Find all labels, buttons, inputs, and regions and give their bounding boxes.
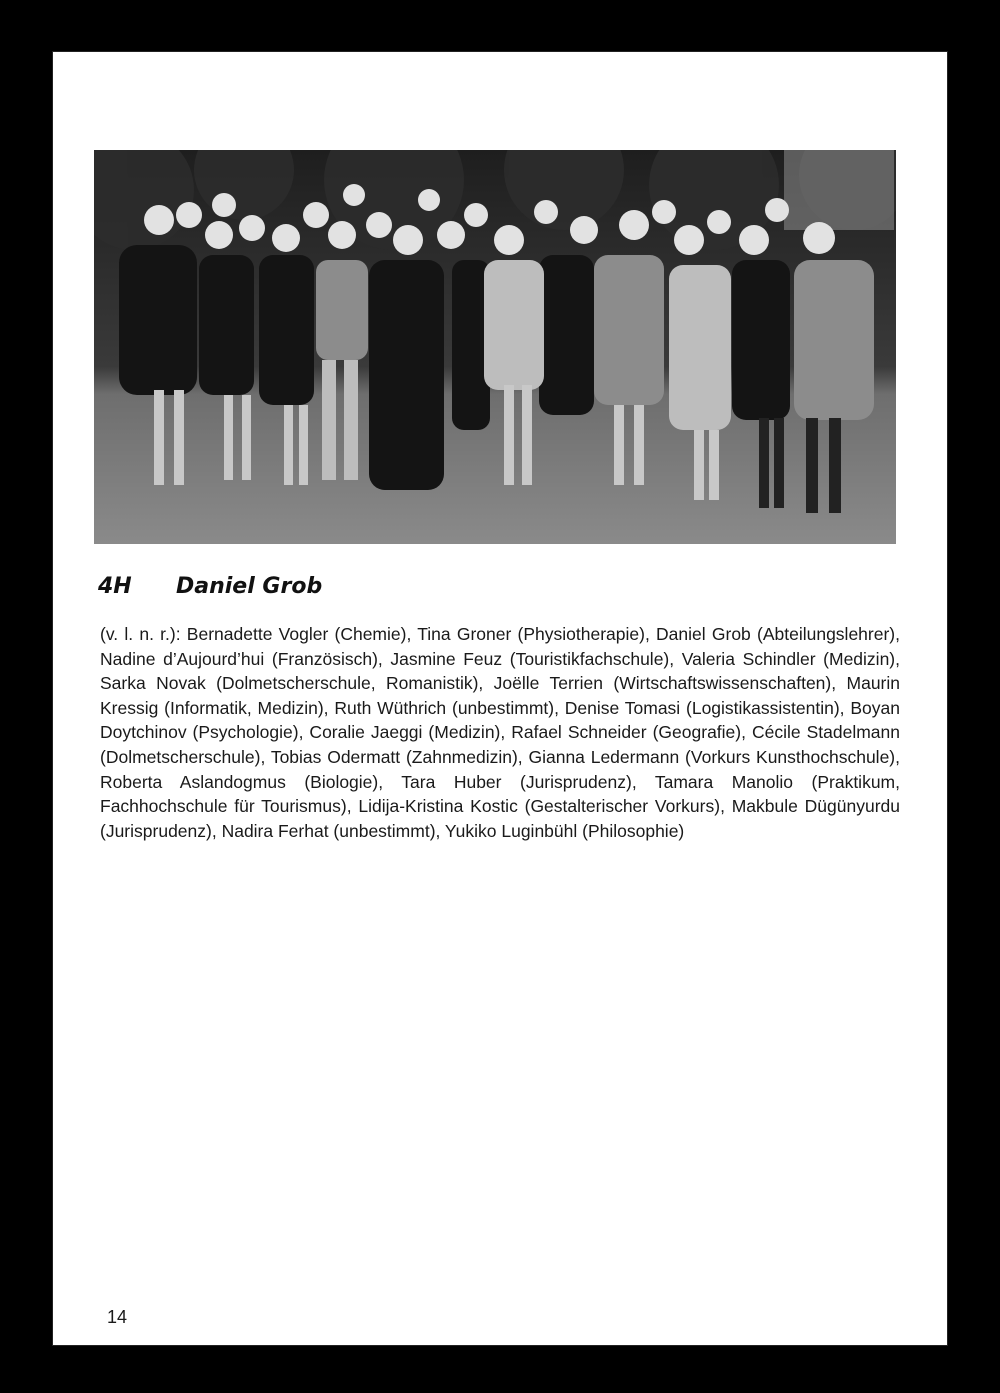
class-code: 4H xyxy=(98,574,132,599)
section-heading xyxy=(98,574,322,599)
group-photo-icon xyxy=(94,150,896,544)
photo-caption: (v. l. n. r.): Bernadette Vogler (Chemie), Tina Groner (Physiotherapie), Daniel Grob (Abteilungslehrer), Nadine d’Aujourd’hui (Französisch), Jasmine Feuz (Touristikfachschule), Valeria Schindler (Medizin), Sarka Novak (Dolmetscherschule, Romanistik), Joëlle Terrien (Wirtschaftswissenschaften), Maurin Kressig (Informatik, Medizin), Ruth Wüthrich (unbestimmt), Denise Tomasi (Logistikassistentin), Boyan Doytchinov (Psychologie), Coralie Jaeggi (Medizin), Rafael Schneider (Geografie), Cécile Stadelmann (Dolmetscherschule), Tobias Odermatt (Zahnmedizin), Gianna Ledermann (Vorkurs Kunsthochschule), Roberta Aslandogmus (Biologie), Tara Huber (Jurisprudenz), Tamara Manolio (Praktikum, Fachhochschule für Tourismus), Lidija-Kristina Kostic (Gestalterischer Vorkurs), Makbule Dügünyurdu (Jurisprudenz), Nadira Ferhat (unbestimmt), Yukiko Luginbühl (Philosophie) xyxy=(100,624,900,841)
page-number: 14 xyxy=(107,1307,128,1327)
teacher-name: Daniel Grob xyxy=(176,574,323,599)
class-group-photo xyxy=(94,150,896,544)
document-page xyxy=(53,52,947,1345)
